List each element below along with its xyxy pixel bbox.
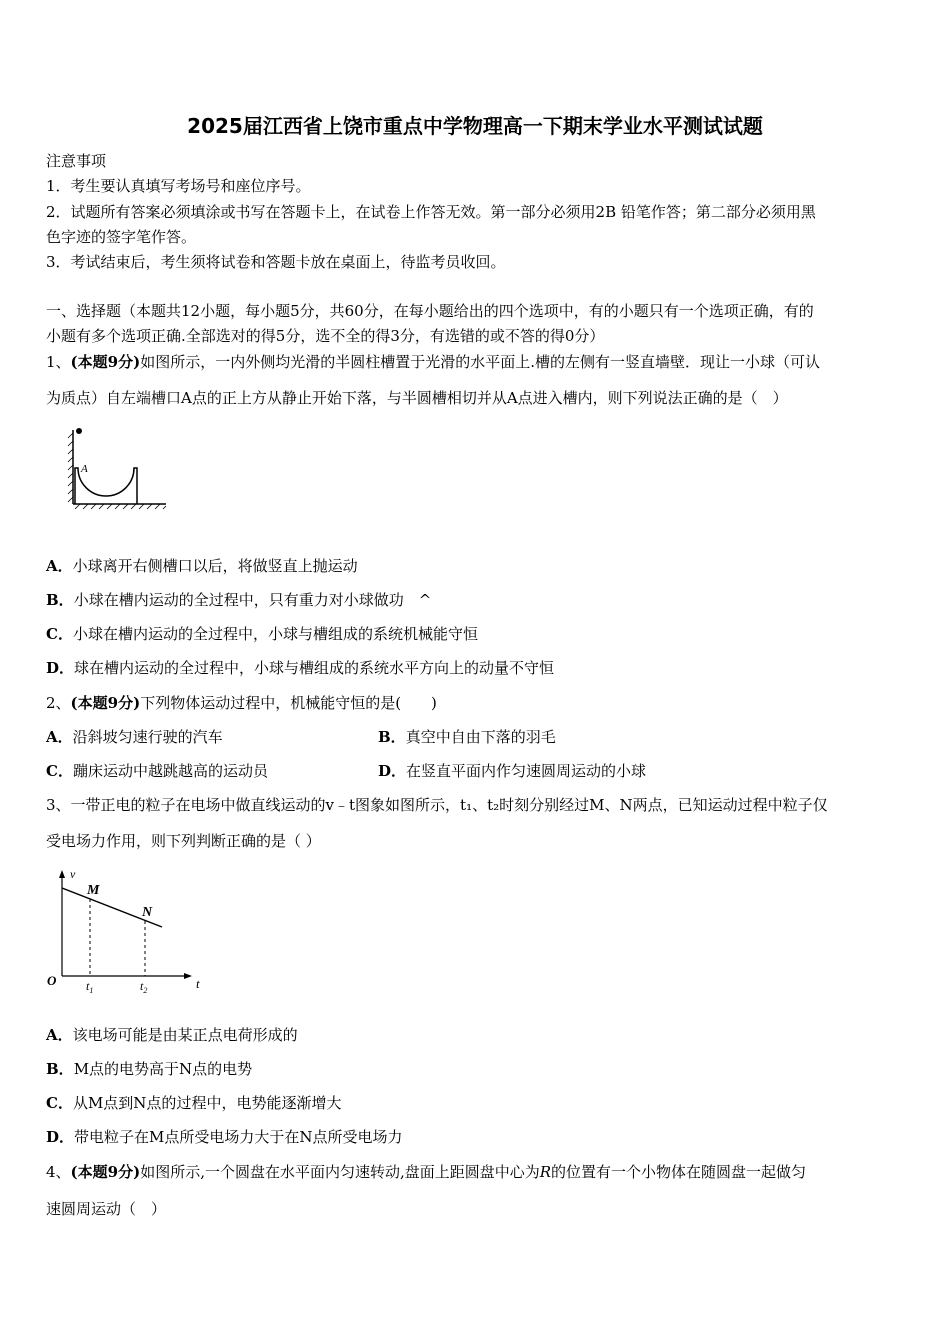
q4-number: 4、 bbox=[46, 1163, 71, 1181]
section-heading-line2: 小题有多个选项正确.全部选对的得5分，选不全的得3分，有选错的或不答的得0分） bbox=[46, 327, 605, 345]
q4-stem-line1 bbox=[46, 1163, 806, 1181]
q2-stem bbox=[46, 694, 437, 712]
q1-option-c-text: 小球在槽内运动的全过程中，小球与槽组成的系统机械能守恒 bbox=[72, 625, 478, 643]
q3-option-d-text: 带电粒子在M点所受电场力大于在N点所受电场力 bbox=[74, 1128, 403, 1146]
q3-t1-sub: 1 bbox=[89, 986, 94, 995]
q2-option-c-label: C． bbox=[46, 762, 73, 780]
q3-t-axis-arrow bbox=[184, 973, 192, 979]
q2-option-b-label: B． bbox=[378, 728, 406, 746]
q4-symbol-r: R bbox=[539, 1163, 552, 1181]
q3-option-a-text: 该电场可能是由某正点电荷形成的 bbox=[72, 1026, 298, 1044]
q1-number: 1、 bbox=[46, 353, 71, 371]
q2-option-a bbox=[46, 728, 223, 746]
q3-t2-label bbox=[140, 979, 147, 995]
notice-item-3: 3．考试结束后，考生须将试卷和答题卡放在桌面上，待监考员收回。 bbox=[46, 253, 506, 271]
q3-option-b bbox=[46, 1060, 252, 1078]
q3-t2-main: t bbox=[140, 979, 144, 993]
q1-option-d-label: D． bbox=[46, 659, 75, 677]
q4-stem-text-a: 如图所示,一个圆盘在水平面内匀速转动,盘面上距圆盘中心为 bbox=[140, 1163, 540, 1181]
q2-option-c bbox=[46, 762, 268, 780]
q1-score: (本题9分) bbox=[70, 353, 141, 371]
q1-point-a-label: A bbox=[81, 463, 88, 475]
q3-option-c bbox=[46, 1094, 341, 1112]
q2-number: 2、 bbox=[46, 694, 71, 712]
q1-option-d-text: 球在槽内运动的全过程中，小球与槽组成的系统水平方向上的动量不守恒 bbox=[74, 659, 555, 677]
q1-stem-text: 如图所示，一内外侧均光滑的半圆柱槽置于光滑的水平面上.槽的左侧有一竖直墙壁．现让一小球（可认 bbox=[140, 353, 820, 371]
q3-option-a bbox=[46, 1026, 298, 1044]
q1-option-b-label: B． bbox=[46, 591, 74, 609]
q2-option-d bbox=[378, 762, 646, 780]
notice-item-2-cont: 色字迹的签字笔作答。 bbox=[46, 228, 197, 246]
q3-number: 3、 bbox=[46, 796, 71, 814]
q3-option-c-label: C． bbox=[46, 1094, 73, 1112]
q3-t1-label bbox=[86, 979, 93, 995]
q3-option-b-label: B． bbox=[46, 1060, 74, 1078]
q1-option-a-text: 小球离开右侧槽口以后，将做竖直上抛运动 bbox=[72, 557, 358, 575]
q1-stem-line2: 为质点）自左端槽口A点的正上方从静止开始下落，与半圆槽相切并从A点进入槽内，则下列说法正确的是（ ） bbox=[46, 389, 788, 407]
q1-option-a-label: A． bbox=[46, 557, 73, 575]
q2-stem-text: 下列物体运动过程中，机械能守恒的是( ) bbox=[140, 694, 437, 712]
q1-option-d bbox=[46, 659, 554, 677]
q1-ball bbox=[76, 428, 82, 434]
q2-option-a-text: 沿斜坡匀速行驶的汽车 bbox=[72, 728, 223, 746]
section-heading-line1: 一、选择题（本题共12小题，每小题5分，共60分，在每小题给出的四个选项中，有的小题只有一个选项正确，有的 bbox=[46, 302, 814, 320]
q2-option-d-text: 在竖直平面内作匀速圆周运动的小球 bbox=[406, 762, 647, 780]
q1-option-c bbox=[46, 625, 478, 643]
q3-option-d-label: D． bbox=[46, 1128, 75, 1146]
q3-stem-line2: 受电场力作用，则下列判断正确的是（ ） bbox=[46, 832, 321, 850]
q3-option-a-label: A． bbox=[46, 1026, 73, 1044]
q1-option-b-text: 小球在槽内运动的全过程中，只有重力对小球做功 ^ bbox=[73, 591, 432, 609]
q3-stem-text: 一带正电的粒子在电场中做直线运动的v﹣t图象如图所示，t₁、t₂时刻分别经过M、N两点，已知运动过程中粒子仅 bbox=[70, 796, 828, 814]
q4-stem-line2: 速圆周运动（ ） bbox=[46, 1200, 167, 1218]
q3-stem-line1 bbox=[46, 796, 828, 814]
q1-option-b bbox=[46, 591, 431, 609]
notice-item-1: 1．考生要认真填写考场号和座位序号。 bbox=[46, 177, 311, 195]
q2-option-d-label: D． bbox=[378, 762, 407, 780]
q3-t1-main: t bbox=[86, 979, 90, 993]
q3-v-axis-arrow bbox=[59, 870, 65, 878]
q3-option-d bbox=[46, 1128, 403, 1146]
notice-item-2: 2．试题所有答案必须填涂或书写在答题卡上，在试卷上作答无效。第一部分必须用2B 铅笔作答；第二部分必须用黑 bbox=[46, 203, 816, 221]
q3-n-label: N bbox=[142, 905, 153, 920]
q1-option-a bbox=[46, 557, 358, 575]
q2-option-c-text: 蹦床运动中越跳越高的运动员 bbox=[72, 762, 268, 780]
q2-option-b-text: 真空中自由下落的羽毛 bbox=[405, 728, 556, 746]
q3-option-c-text: 从M点到N点的过程中，电势能逐渐增大 bbox=[72, 1094, 342, 1112]
q3-m-label: M bbox=[87, 883, 100, 898]
notice-heading: 注意事项 bbox=[46, 152, 107, 170]
page-title: 2025届江西省上饶市重点中学物理高一下期末学业水平测试试题 bbox=[187, 114, 763, 138]
q4-stem-text-b: 的位置有一个小物体在随圆盘一起做匀 bbox=[551, 1163, 807, 1181]
q3-option-b-text: M点的电势高于N点的电势 bbox=[73, 1060, 253, 1078]
q1-figure-half-cylinder-groove bbox=[64, 426, 170, 510]
q4-score: (本题9分) bbox=[70, 1163, 141, 1181]
q3-figure-vt-graph bbox=[44, 864, 214, 999]
q2-option-b bbox=[378, 728, 556, 746]
q2-option-a-label: A． bbox=[46, 728, 73, 746]
q3-v-label: v bbox=[70, 867, 76, 881]
q3-t2-sub: 2 bbox=[143, 986, 148, 995]
q1-stem-line1 bbox=[46, 353, 820, 371]
q3-origin-label: O bbox=[47, 973, 57, 988]
q3-t-label: t bbox=[196, 976, 200, 991]
q1-option-c-label: C． bbox=[46, 625, 73, 643]
q2-score: (本题9分) bbox=[70, 694, 141, 712]
